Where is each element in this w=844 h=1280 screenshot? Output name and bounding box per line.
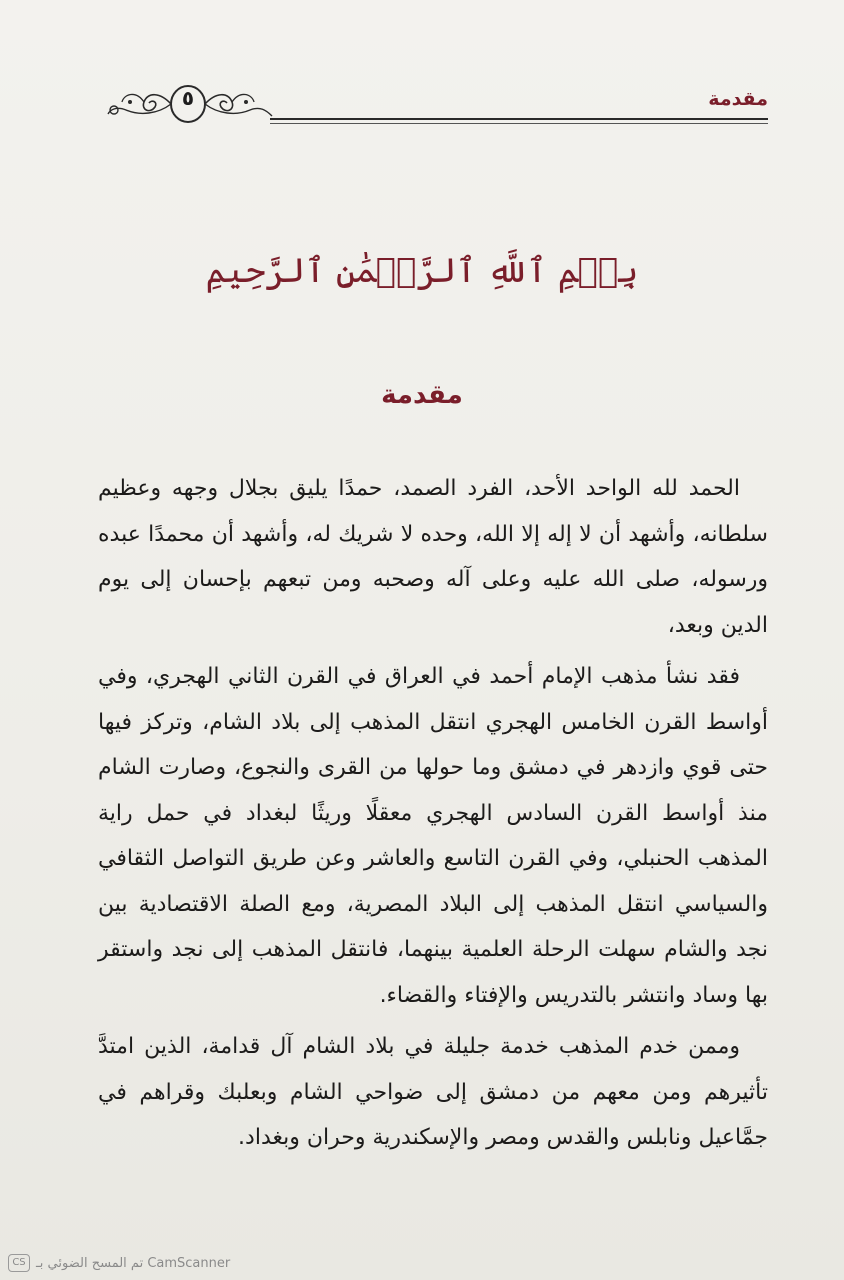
paragraph: وممن خدم المذهب خدمة جليلة في بلاد الشام آل قدامة، الذين امتدَّ تأثيرهم ومن معهم من دمشق إلى ضواحي الشام وبعلبك وقراهم في جمَّاعيل ونابلس والقدس ومصر والإسكندرية وحران وبغداد. (98, 1034, 768, 1150)
page-number: ٥ (181, 86, 195, 110)
header-rule (270, 118, 768, 120)
running-title: مقدمة (708, 88, 768, 110)
camscanner-logo-icon: CS (8, 1254, 30, 1272)
paragraph: الحمد لله الواحد الأحد، الفرد الصمد، حمدًا يليق بجلال وجهه وعظيم سلطانه، وأشهد أن لا إله إلا الله، وحده لا شريك له، وأشهد أن محمدًا عبده ورسوله، صلى الله عليه وعلى آله وصحبه ومن تبعهم بإحسان إلى يوم الدين وبعد، (98, 476, 768, 638)
scanner-text: تم المسح الضوئي بـ CamScanner (36, 1255, 231, 1271)
basmala: بِسۡمِ ٱللَّهِ ٱلرَّحۡمَٰنِ ٱلرَّحِيمِ (205, 251, 639, 291)
paragraph: فقد نشأ مذهب الإمام أحمد في العراق في القرن الثاني الهجري، وفي أواسط القرن الخامس الهجري انتقل المذهب إلى بلاد الشام، وتركز فيها حتى قوي وازدهر في دمشق وما حولها من القرى والنجوع، وصارت الشام منذ أواسط القرن السادس الهجري معقلًا وريثًا لبغداد في حمل راية المذهب الحنبلي، وفي القرن التاسع والعاشر وعن طريق التواصل الثقافي والسياسي انتقل المذهب إلى البلاد المصرية، ومع الصلة الاقتصادية بين نجد والشام سهلت الرحلة العلمية بينهما، فانتقل المذهب إلى نجد واستقر بها وساد وانتشر بالتدريس والإفتاء والقضاء. (98, 664, 768, 1008)
page-header (100, 78, 768, 138)
scanner-watermark (8, 1254, 230, 1272)
header-rule-thin (270, 123, 768, 124)
section-title: مقدمة (381, 380, 463, 410)
body-text (98, 466, 768, 1161)
